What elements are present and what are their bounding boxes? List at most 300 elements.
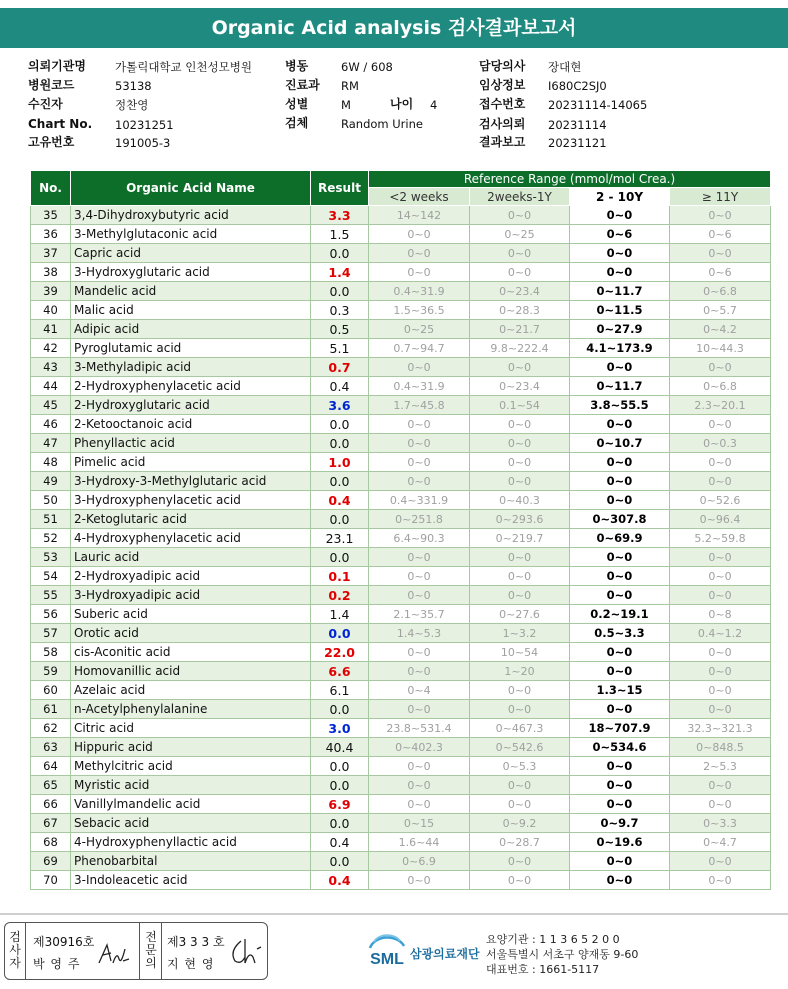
result-text: 0.3	[329, 302, 350, 318]
result-text: 0.1	[328, 568, 351, 584]
specialist-vertical-label	[143, 931, 159, 970]
range-infant: 0~28.7	[470, 833, 570, 852]
row-number: 51	[31, 510, 71, 529]
results-table-wrap	[30, 170, 770, 890]
result-text: 0.4	[329, 378, 350, 394]
range-neonate: 0~251.8	[369, 510, 470, 529]
result-value	[311, 776, 369, 795]
range-neonate: 0~0	[369, 871, 470, 890]
range-adult: 0~0	[670, 206, 771, 225]
table-row	[31, 795, 771, 814]
range-adult: 32.3~321.3	[670, 719, 771, 738]
range-child: 0~6	[570, 225, 670, 244]
result-text: 1.5	[329, 226, 350, 242]
range-adult: 0~0	[670, 548, 771, 567]
info-value: 10231251	[115, 118, 174, 132]
range-child: 0~19.6	[570, 833, 670, 852]
result-value	[311, 510, 369, 529]
range-neonate: 23.8~531.4	[369, 719, 470, 738]
row-number: 41	[31, 320, 71, 339]
range-neonate: 0~0	[369, 453, 470, 472]
range-infant: 0~0	[470, 434, 570, 453]
range-infant: 9.8~222.4	[470, 339, 570, 358]
row-number: 69	[31, 852, 71, 871]
range-neonate: 0~4	[369, 681, 470, 700]
result-value	[311, 624, 369, 643]
info-value: 정찬영	[115, 98, 149, 112]
acid-name: Methylcitric acid	[71, 757, 311, 776]
range-infant: 0~0	[470, 548, 570, 567]
acid-name: Hippuric acid	[71, 738, 311, 757]
result-value	[311, 415, 369, 434]
row-number: 66	[31, 795, 71, 814]
row-number: 60	[31, 681, 71, 700]
info-value: 20231114	[548, 118, 607, 132]
range-child: 0~10.7	[570, 434, 670, 453]
range-infant: 0~0	[470, 852, 570, 871]
table-row	[31, 434, 771, 453]
row-number: 42	[31, 339, 71, 358]
footer-divider	[0, 913, 788, 915]
range-infant: 0~0	[470, 244, 570, 263]
info-label: 성별	[285, 97, 309, 111]
table-row	[31, 529, 771, 548]
acid-name: Malic acid	[71, 301, 311, 320]
acid-name: 4-Hydroxyphenyllactic acid	[71, 833, 311, 852]
range-child: 0~27.9	[570, 320, 670, 339]
result-text: 0.0	[329, 777, 350, 793]
table-row	[31, 548, 771, 567]
table-row	[31, 282, 771, 301]
row-number: 58	[31, 643, 71, 662]
info-label: 수진자	[28, 97, 63, 111]
range-neonate: 0~0	[369, 472, 470, 491]
range-adult: 0~0	[670, 586, 771, 605]
result-text: 3.3	[328, 207, 351, 223]
examiner-label-char: 자	[9, 956, 21, 970]
table-row	[31, 377, 771, 396]
sml-logo-text: SML	[370, 951, 404, 968]
acid-name: 2-Hydroxyglutaric acid	[71, 396, 311, 415]
range-infant: 0~219.7	[470, 529, 570, 548]
result-value	[311, 681, 369, 700]
acid-name: 3,4-Dihydroxybutyric acid	[71, 206, 311, 225]
range-child: 0~0	[570, 776, 670, 795]
result-value	[311, 377, 369, 396]
result-text: 0.7	[328, 359, 351, 375]
result-value	[311, 871, 369, 890]
result-value	[311, 548, 369, 567]
row-number: 70	[31, 871, 71, 890]
range-neonate: 0~0	[369, 434, 470, 453]
table-row	[31, 605, 771, 624]
info-label: 담당의사	[479, 59, 526, 73]
range-child: 0~0	[570, 263, 670, 282]
info-label: Chart No.	[28, 117, 93, 131]
range-adult: 0~0	[670, 662, 771, 681]
range-adult: 0~0	[670, 567, 771, 586]
range-child: 0~0	[570, 700, 670, 719]
result-text: 0.0	[329, 815, 350, 831]
result-text: 22.0	[324, 644, 355, 660]
range-adult: 0~0	[670, 852, 771, 871]
range-child: 0~0	[570, 244, 670, 263]
table-row	[31, 567, 771, 586]
result-text: 23.1	[325, 530, 354, 546]
range-neonate: 14~142	[369, 206, 470, 225]
range-child: 0.2~19.1	[570, 605, 670, 624]
result-value	[311, 339, 369, 358]
range-adult: 0~0	[670, 871, 771, 890]
range-adult: 0~0	[670, 795, 771, 814]
row-number: 68	[31, 833, 71, 852]
range-infant: 0~25	[470, 225, 570, 244]
range-infant: 0~0	[470, 263, 570, 282]
row-number: 50	[31, 491, 71, 510]
result-text: 0.4	[329, 834, 350, 850]
range-neonate: 1.6~44	[369, 833, 470, 852]
range-infant: 0~0	[470, 586, 570, 605]
row-number: 43	[31, 358, 71, 377]
row-number: 59	[31, 662, 71, 681]
acid-name: Azelaic acid	[71, 681, 311, 700]
acid-name: Lauric acid	[71, 548, 311, 567]
info-label: 검사의뢰	[479, 117, 526, 131]
table-row	[31, 643, 771, 662]
result-value	[311, 852, 369, 871]
range-child: 1.3~15	[570, 681, 670, 700]
result-text: 0.2	[328, 587, 351, 603]
range-neonate: 0~0	[369, 358, 470, 377]
range-infant: 0~0	[470, 472, 570, 491]
range-infant: 0.1~54	[470, 396, 570, 415]
result-value	[311, 282, 369, 301]
range-infant: 0~0	[470, 415, 570, 434]
range-adult: 0~0	[670, 244, 771, 263]
specialist-license: 제3 3 3 호	[167, 935, 225, 949]
info-value: RM	[341, 79, 359, 93]
range-child: 0~0	[570, 548, 670, 567]
range-infant: 0~40.3	[470, 491, 570, 510]
table-row	[31, 852, 771, 871]
result-value	[311, 529, 369, 548]
result-value	[311, 643, 369, 662]
acid-name: 3-Hydroxyadipic acid	[71, 586, 311, 605]
range-neonate: 0~0	[369, 776, 470, 795]
range-infant: 0~27.6	[470, 605, 570, 624]
range-adult: 0~0	[670, 776, 771, 795]
acid-name: Pyroglutamic acid	[71, 339, 311, 358]
acid-name: Capric acid	[71, 244, 311, 263]
range-adult: 0~6	[670, 225, 771, 244]
acid-name: 2-Ketoglutaric acid	[71, 510, 311, 529]
info-value: 20231121	[548, 136, 607, 150]
range-neonate: 0.4~31.9	[369, 377, 470, 396]
acid-name: Orotic acid	[71, 624, 311, 643]
row-number: 37	[31, 244, 71, 263]
table-row	[31, 776, 771, 795]
range-adult: 5.2~59.8	[670, 529, 771, 548]
result-text: 0.0	[329, 853, 350, 869]
col-header-range-neonate: <2 weeks	[369, 188, 470, 206]
specialist-label-char: 의	[145, 956, 157, 970]
row-number: 54	[31, 567, 71, 586]
col-header-range-infant: 2weeks-1Y	[470, 188, 570, 206]
result-value	[311, 833, 369, 852]
range-infant: 0~0	[470, 795, 570, 814]
range-neonate: 0~0	[369, 757, 470, 776]
result-text: 3.0	[328, 720, 351, 736]
col-header-no: No.	[31, 171, 71, 206]
range-child: 4.1~173.9	[570, 339, 670, 358]
signature-divider	[139, 923, 140, 979]
signature-box	[4, 922, 268, 980]
range-adult: 0~52.6	[670, 491, 771, 510]
signature-divider	[25, 923, 26, 979]
specialist-label-char: 전	[145, 930, 157, 944]
table-row	[31, 358, 771, 377]
table-row	[31, 206, 771, 225]
range-neonate: 0.4~31.9	[369, 282, 470, 301]
range-infant: 1~3.2	[470, 624, 570, 643]
acid-name: Phenyllactic acid	[71, 434, 311, 453]
info-value: I680C2SJ0	[548, 79, 607, 93]
examiner-label-char: 사	[9, 943, 21, 957]
table-row	[31, 415, 771, 434]
table-row	[31, 586, 771, 605]
table-row	[31, 662, 771, 681]
range-child: 3.8~55.5	[570, 396, 670, 415]
acid-name: Sebacic acid	[71, 814, 311, 833]
result-text: 0.0	[328, 625, 351, 641]
result-text: 0.4	[328, 492, 351, 508]
acid-name: Mandelic acid	[71, 282, 311, 301]
info-value: 191005-3	[115, 136, 171, 150]
row-number: 56	[31, 605, 71, 624]
range-child: 0~0	[570, 795, 670, 814]
range-child: 0~69.9	[570, 529, 670, 548]
range-adult: 0~0	[670, 700, 771, 719]
table-row	[31, 738, 771, 757]
range-infant: 0~293.6	[470, 510, 570, 529]
result-value	[311, 396, 369, 415]
result-value	[311, 814, 369, 833]
range-child: 0~0	[570, 567, 670, 586]
result-value	[311, 301, 369, 320]
acid-name: Citric acid	[71, 719, 311, 738]
result-text: 1.0	[328, 454, 351, 470]
table-row	[31, 263, 771, 282]
result-value	[311, 472, 369, 491]
table-row	[31, 491, 771, 510]
info-label: 병동	[285, 59, 309, 73]
range-neonate: 0~0	[369, 586, 470, 605]
result-value	[311, 738, 369, 757]
result-text: 0.0	[329, 758, 350, 774]
range-adult: 0~0	[670, 453, 771, 472]
row-number: 65	[31, 776, 71, 795]
range-neonate: 0~0	[369, 700, 470, 719]
range-neonate: 0~0	[369, 795, 470, 814]
acid-name: 3-Hydroxy-3-Methylglutaric acid	[71, 472, 311, 491]
range-adult: 10~44.3	[670, 339, 771, 358]
info-label: 검체	[285, 116, 309, 130]
lab-name: 삼광의료재단	[410, 947, 480, 961]
lab-address: 서울특별시 서초구 양재동 9-60	[486, 948, 639, 961]
range-neonate: 0~0	[369, 225, 470, 244]
row-number: 35	[31, 206, 71, 225]
range-child: 0~11.7	[570, 377, 670, 396]
table-row	[31, 871, 771, 890]
info-label: 고유번호	[28, 135, 75, 149]
range-adult: 0~0	[670, 643, 771, 662]
range-infant: 0~28.3	[470, 301, 570, 320]
range-neonate: 0~402.3	[369, 738, 470, 757]
range-adult: 0~4.7	[670, 833, 771, 852]
range-child: 0~307.8	[570, 510, 670, 529]
range-child: 0~0	[570, 586, 670, 605]
table-row	[31, 472, 771, 491]
table-row	[31, 301, 771, 320]
table-row	[31, 396, 771, 415]
range-neonate: 0~15	[369, 814, 470, 833]
info-value: M	[341, 98, 351, 112]
result-value	[311, 244, 369, 263]
row-number: 49	[31, 472, 71, 491]
range-child: 0~0	[570, 206, 670, 225]
range-adult: 0~0	[670, 358, 771, 377]
result-text: 0.0	[329, 283, 350, 299]
age-label: 나이	[390, 97, 414, 111]
info-value: 6W / 608	[341, 60, 393, 74]
info-value: 53138	[115, 79, 152, 93]
acid-name: Vanillylmandelic acid	[71, 795, 311, 814]
acid-name: Adipic acid	[71, 320, 311, 339]
range-neonate: 2.1~35.7	[369, 605, 470, 624]
range-neonate: 0~25	[369, 320, 470, 339]
table-row	[31, 510, 771, 529]
row-number: 61	[31, 700, 71, 719]
results-table	[30, 170, 771, 890]
range-infant: 0~9.2	[470, 814, 570, 833]
examiner-vertical-label	[7, 931, 23, 970]
specialist-name: 지 현 영	[167, 957, 215, 971]
table-row	[31, 339, 771, 358]
result-text: 6.1	[329, 682, 350, 698]
acid-name: Myristic acid	[71, 776, 311, 795]
range-child: 18~707.9	[570, 719, 670, 738]
range-infant: 1~20	[470, 662, 570, 681]
info-label: 병원코드	[28, 78, 75, 92]
range-infant: 0~0	[470, 567, 570, 586]
result-text: 0.4	[328, 872, 351, 888]
table-row	[31, 681, 771, 700]
range-neonate: 0~0	[369, 662, 470, 681]
examiner-license: 제30916호	[33, 935, 95, 949]
range-infant: 0~0	[470, 871, 570, 890]
result-text: 6.9	[328, 796, 351, 812]
row-number: 44	[31, 377, 71, 396]
range-neonate: 0~0	[369, 263, 470, 282]
col-header-name: Organic Acid Name	[71, 171, 311, 206]
col-header-range-adult: ≥ 11Y	[670, 188, 771, 206]
row-number: 40	[31, 301, 71, 320]
range-child: 0.5~3.3	[570, 624, 670, 643]
acid-name: Suberic acid	[71, 605, 311, 624]
range-neonate: 1.4~5.3	[369, 624, 470, 643]
range-infant: 0~542.6	[470, 738, 570, 757]
result-value	[311, 358, 369, 377]
acid-name: cis-Aconitic acid	[71, 643, 311, 662]
info-label: 의뢰기관명	[28, 59, 86, 73]
specialist-signature-mark	[227, 935, 263, 969]
range-adult: 0.4~1.2	[670, 624, 771, 643]
table-row	[31, 833, 771, 852]
range-neonate: 0.4~331.9	[369, 491, 470, 510]
range-neonate: 0~0	[369, 548, 470, 567]
range-neonate: 0~6.9	[369, 852, 470, 871]
age-value: 4	[430, 98, 438, 112]
result-text: 1.4	[328, 264, 351, 280]
result-text: 6.6	[328, 663, 351, 679]
range-child: 0~0	[570, 643, 670, 662]
range-neonate: 1.7~45.8	[369, 396, 470, 415]
sml-logo-icon	[364, 932, 410, 972]
table-row	[31, 757, 771, 776]
range-neonate: 1.5~36.5	[369, 301, 470, 320]
range-child: 0~0	[570, 472, 670, 491]
range-adult: 0~4.2	[670, 320, 771, 339]
results-table-body	[31, 206, 771, 890]
range-infant: 10~54	[470, 643, 570, 662]
table-row	[31, 244, 771, 263]
lab-info	[486, 932, 638, 977]
examiner-signature-mark	[95, 941, 131, 969]
col-header-reference: Reference Range (mmol/mol Crea.)	[369, 171, 771, 188]
row-number: 67	[31, 814, 71, 833]
range-child: 0~0	[570, 415, 670, 434]
range-adult: 2~5.3	[670, 757, 771, 776]
info-label: 결과보고	[479, 135, 526, 149]
range-child: 0~0	[570, 757, 670, 776]
range-infant: 0~0	[470, 206, 570, 225]
result-value	[311, 567, 369, 586]
result-value	[311, 757, 369, 776]
examiner-label-char: 검	[9, 930, 21, 944]
range-infant: 0~21.7	[470, 320, 570, 339]
signature-divider	[161, 923, 162, 979]
result-value	[311, 491, 369, 510]
range-infant: 0~23.4	[470, 377, 570, 396]
range-infant: 0~5.3	[470, 757, 570, 776]
acid-name: n-Acetylphenylalanine	[71, 700, 311, 719]
acid-name: Phenobarbital	[71, 852, 311, 871]
acid-name: 2-Hydroxyphenylacetic acid	[71, 377, 311, 396]
info-value: 20231114-14065	[548, 98, 648, 112]
table-row	[31, 624, 771, 643]
range-neonate: 0~0	[369, 415, 470, 434]
result-text: 0.0	[329, 701, 350, 717]
acid-name: 2-Ketooctanoic acid	[71, 415, 311, 434]
table-row	[31, 719, 771, 738]
row-number: 55	[31, 586, 71, 605]
table-row	[31, 453, 771, 472]
range-child: 0~0	[570, 852, 670, 871]
row-number: 36	[31, 225, 71, 244]
range-child: 0~9.7	[570, 814, 670, 833]
range-adult: 0~6	[670, 263, 771, 282]
result-text: 5.1	[329, 340, 350, 356]
